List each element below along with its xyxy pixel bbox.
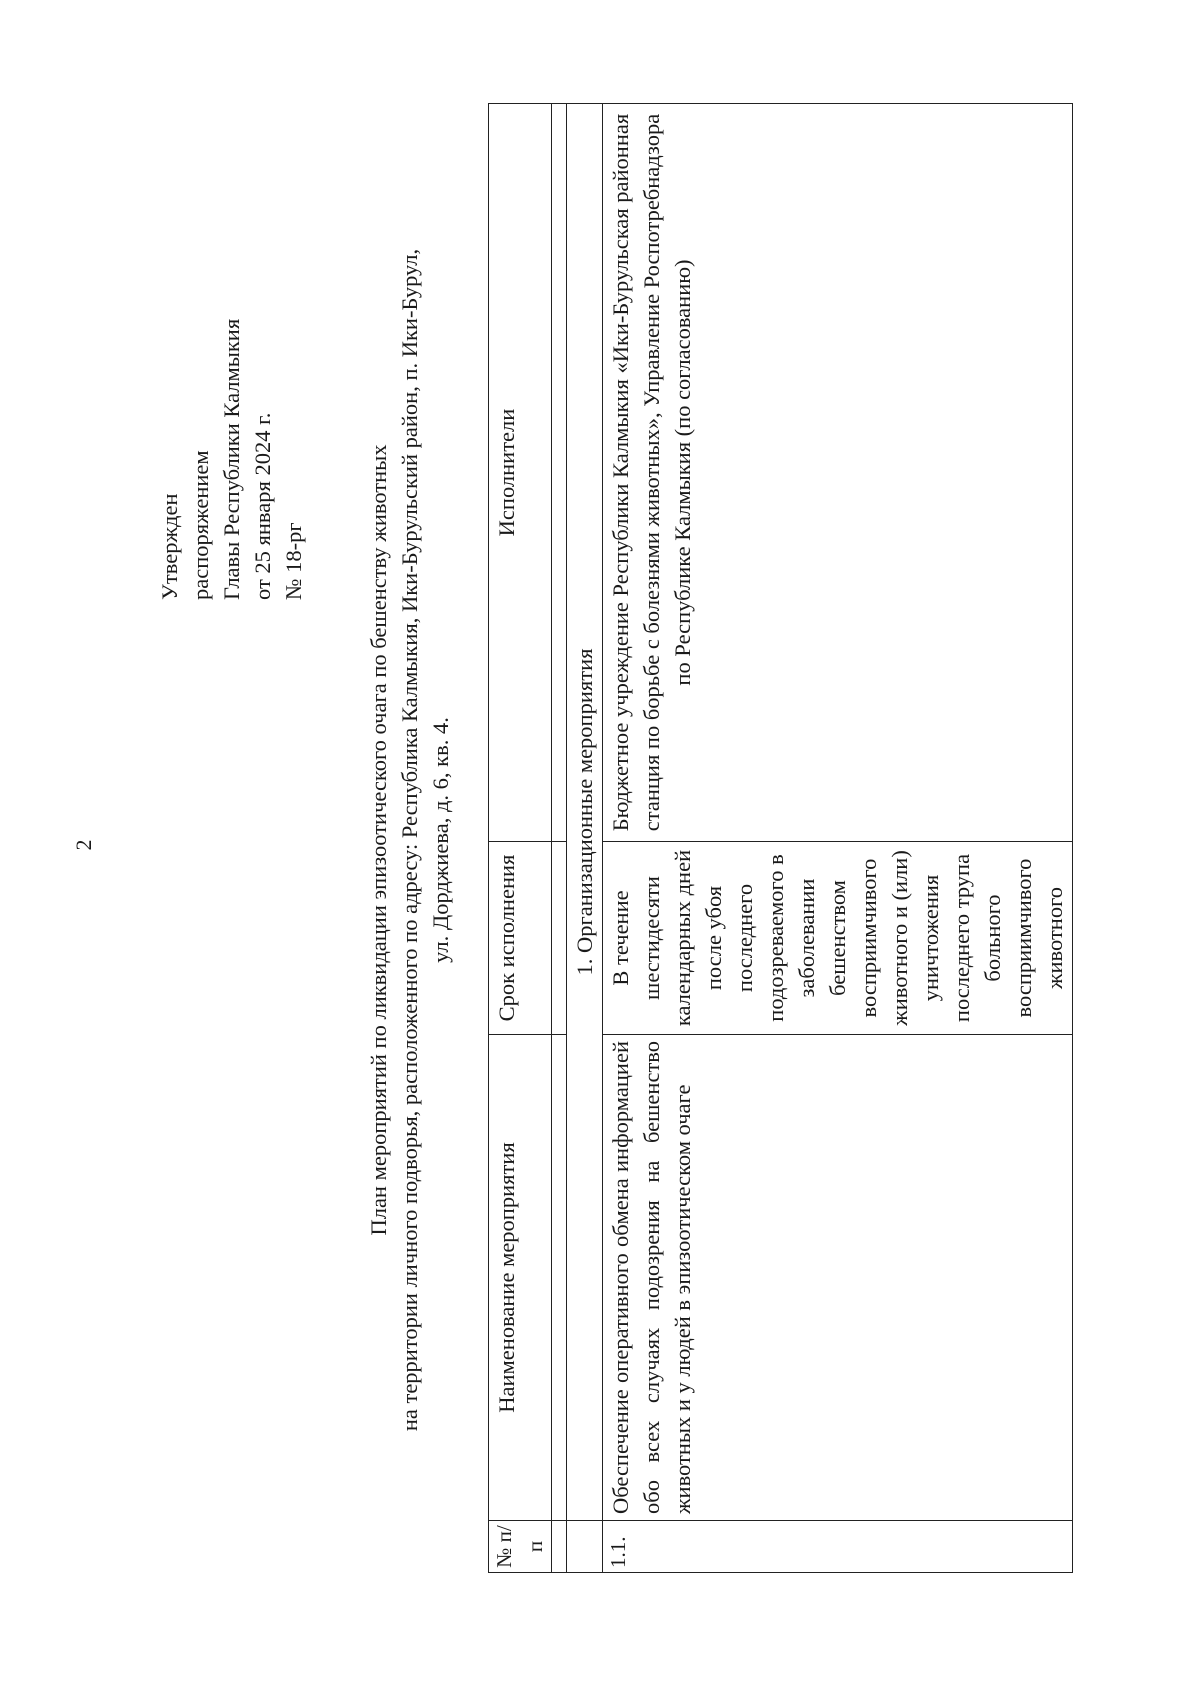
measures-table [488,103,1073,1573]
approval-line: № 18-рг [281,522,306,600]
document-title [363,120,456,1560]
table-row [603,104,1073,1573]
header-num: № п/п [489,1521,552,1573]
header-executors: Исполнители [489,104,552,842]
page-number: 2 [71,839,96,851]
header-term: Срок исполнения [489,842,552,1035]
approval-stamp [154,80,309,600]
approval-line: распоряжением [188,450,213,600]
approval-line: от 25 января 2024 г. [250,412,275,600]
row-executors: Бюджетное учреждение Республики Калмыкия «Ики-Бурульская районная станция по борьбе с болезнями животных», Управление Роспотребнадзора по Республике Калмыкия (по согласованию) [603,104,1073,842]
row-term: В течение шестидесяти календарных дней после убоя последнего подозреваемого в заболевании бешенством восприимчивого животного и (или) уничтожения последнего трупа больного восприимчивого животного [603,842,1073,1035]
row-name: Обеспечение оперативного обмена информацией обо всех случаях подозрения на бешенство животных и у людей в эпизоотическом очаге [603,1035,1073,1521]
approval-line: Главы Республики Калмыкия [219,318,244,600]
header-name: Наименование мероприятия [489,1035,552,1521]
title-line: План мероприятий по ликвидации эпизоотического очага по бешенству животных [366,444,391,1236]
row-num: 1.1. [603,1521,1073,1573]
table-header-row [489,104,552,1573]
table-spacer-row [552,104,567,1573]
title-line: ул. Дорджиева, д. 6, кв. 4. [428,717,453,963]
section-title: 1. Организационные мероприятия [567,104,603,1521]
approval-line: Утвержден [157,493,182,600]
section-row [567,104,603,1573]
title-line: на территории личного подворья, расположенного по адресу: Республика Калмыкия, Ики-Бурульский район, п. Ики-Бурул, [397,248,422,1432]
